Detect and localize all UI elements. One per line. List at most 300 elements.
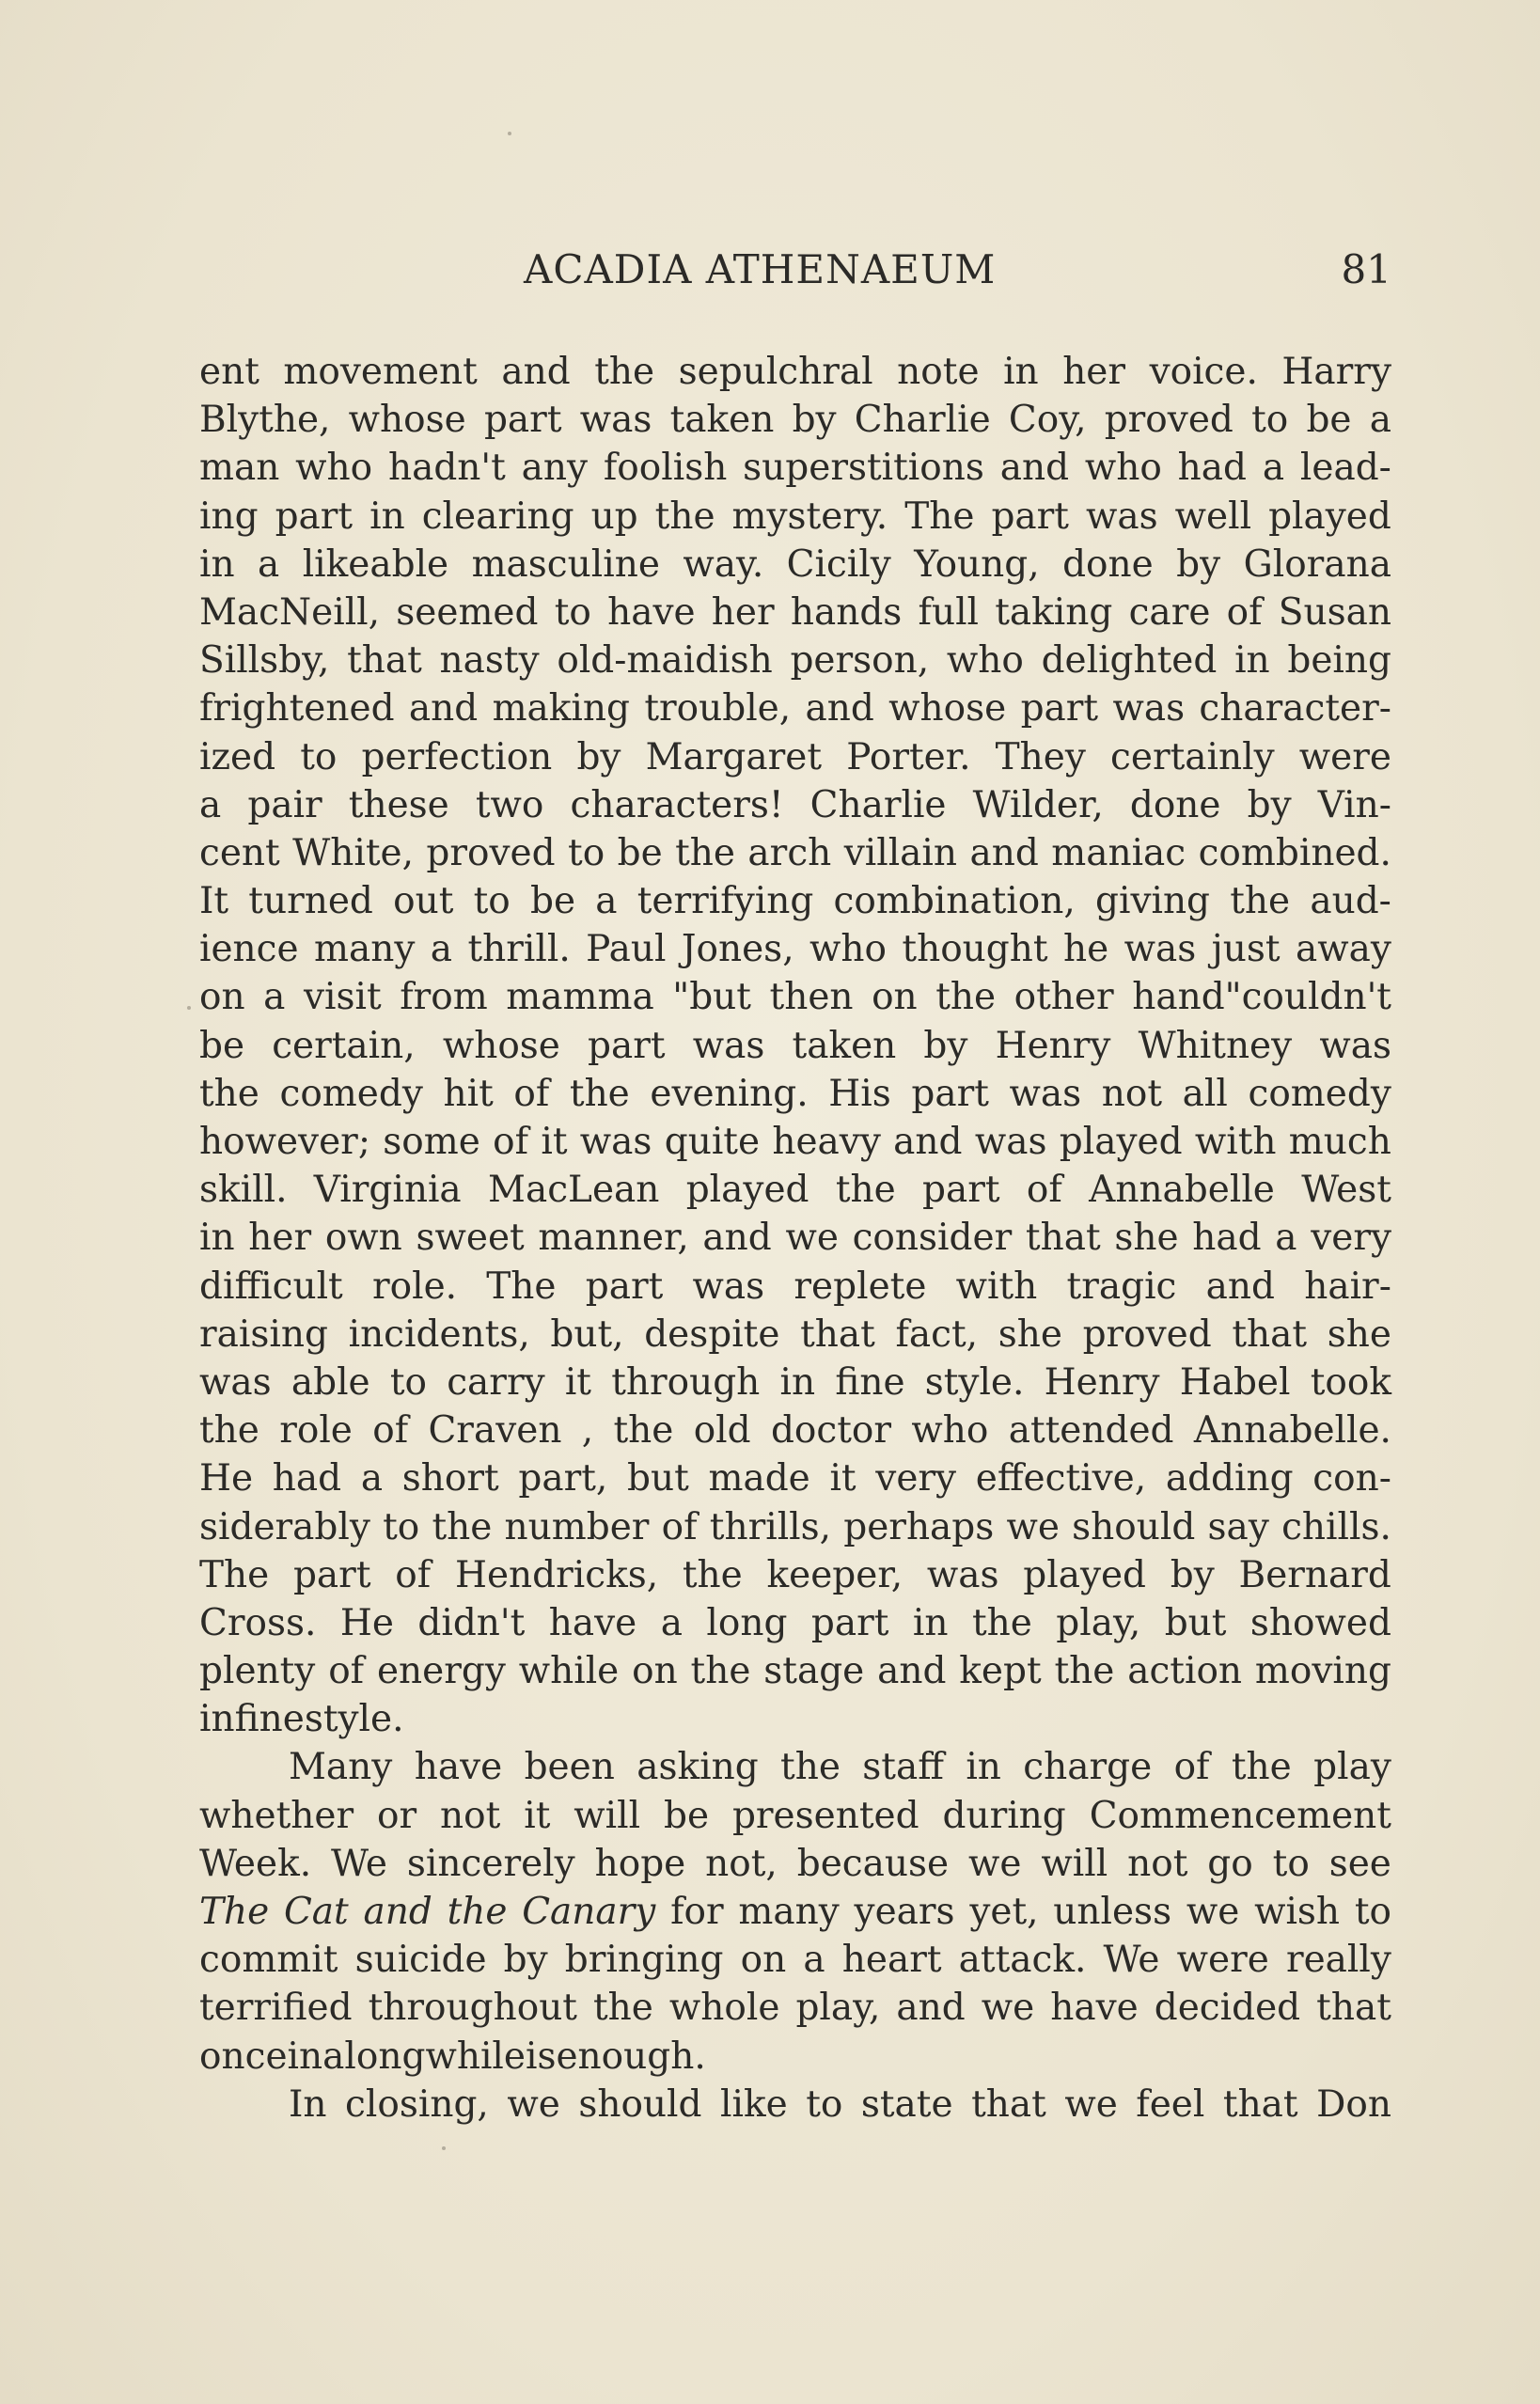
word: trouble, [644,687,792,731]
text-line [199,493,1391,541]
word: Charlie [809,783,947,826]
word: bringing [564,1939,724,1982]
word: the [780,1746,841,1789]
word: He [339,1601,394,1644]
word: lead- [1299,447,1391,490]
word: we [785,1217,839,1260]
word: to [300,735,338,778]
word: Whitney [1138,1024,1293,1067]
word: like [720,2082,788,2126]
word: was [1124,928,1197,971]
word: a [430,928,453,971]
word: took [1310,1360,1391,1404]
word: part [810,1601,889,1644]
text-line [199,684,1391,732]
word: was [579,1121,652,1163]
word: on [872,976,918,1019]
word: then [769,976,854,1019]
word: The [904,495,975,538]
word: who [295,447,373,490]
word: voice. [1149,351,1258,393]
word: all [1182,1072,1228,1115]
word: asking [636,1746,759,1789]
word: visit [303,976,382,1019]
word: of [1173,1746,1210,1789]
word: the [690,1650,751,1693]
word: a [803,1939,825,1982]
text-line [199,1311,1391,1359]
word: by [576,735,621,778]
word: short [401,1457,499,1501]
word: heavy [772,1121,881,1163]
word: whose [888,687,1007,731]
header-title: ACADIA ATHENAEUM [524,246,997,292]
word: by [792,399,837,442]
word: very [1311,1217,1391,1260]
word: feel [1136,2082,1205,2126]
text-line [199,1263,1391,1311]
word: was [1085,495,1158,538]
word: that [800,1312,875,1356]
word: just [1211,928,1281,971]
text-line [199,2081,1391,2129]
word: making [492,687,630,731]
word: should [1072,1505,1196,1548]
word: of [395,1553,432,1596]
word: some [383,1121,480,1163]
word: The [486,1265,557,1308]
word: Porter. [846,735,971,778]
word: while [518,1650,620,1693]
word: Sillsby, [199,639,330,683]
word: We [331,1842,388,1885]
word: we [968,1842,1022,1885]
word: made [708,1457,810,1501]
word: attended [1008,1409,1174,1453]
word: Virginia [313,1169,462,1212]
word: really [1285,1939,1391,1982]
word: Don [1316,2082,1391,2126]
word: wish [1254,1891,1341,1933]
word: and [893,1121,963,1163]
word: hand"couldn't [1132,976,1391,1019]
word: part [483,399,562,442]
word: was [199,1360,272,1404]
word: the [432,1505,493,1548]
word: of [328,1650,365,1693]
word: We [1103,1939,1160,1982]
word: arch [747,831,832,874]
text-line [199,1359,1391,1406]
word: certain, [272,1024,416,1067]
word: had [1192,1217,1262,1260]
word: a [258,542,280,586]
word: ing [199,495,259,538]
word: it [541,1121,568,1163]
word: have [414,1746,503,1789]
word: Paul [586,928,667,971]
word: number [504,1505,650,1548]
word: part [292,1553,371,1596]
word: in [199,542,235,586]
word: care [1128,590,1211,634]
word: of [1226,590,1263,634]
word: much [1288,1121,1391,1163]
text-line [199,1551,1391,1599]
word: who [1084,447,1162,490]
text-line [199,589,1391,636]
word: quite [664,1121,761,1163]
word: con- [1312,1457,1391,1501]
word: two [475,783,544,826]
word: the [199,1072,259,1115]
word: part [991,495,1069,538]
word: Annabelle. [1193,1409,1391,1453]
word: old [693,1409,751,1453]
word: part [922,1169,1000,1212]
word: we [1186,1891,1240,1933]
word: have [1050,1987,1139,2030]
word: were [1298,735,1391,778]
word: the [675,831,735,874]
text-line [199,1166,1391,1214]
word: man [199,447,280,490]
word: had [1177,447,1248,490]
word: fine [234,1698,305,1741]
word: ent [199,351,259,393]
word: to [1272,1842,1310,1885]
word: whose [442,1024,560,1067]
word: and [805,687,874,731]
word: we [1006,1505,1060,1548]
word: action [1127,1650,1243,1693]
word: own [324,1217,402,1260]
word: a [1275,1217,1297,1260]
word: we [507,2082,560,2126]
word: and [999,447,1070,490]
word: part [1020,687,1099,731]
word: frightened [199,687,395,731]
word: thrill. [467,928,571,971]
word: the [593,1987,653,2030]
word: proved [1082,1312,1212,1356]
word: the [654,495,715,538]
text-line [199,877,1391,925]
word: the [1230,880,1291,923]
word: comedy [1248,1072,1391,1115]
word: characters! [570,783,784,826]
word: done [1129,783,1221,826]
word: mystery. [731,495,888,538]
word: the [594,351,655,393]
word: yet, [969,1891,1039,1933]
word: part, [518,1457,608,1501]
word: to [1251,399,1289,442]
word: the [935,976,997,1019]
word: a [199,783,222,826]
word: didn't [417,1601,526,1644]
word: heart [841,1939,942,1982]
word: person, [790,639,930,683]
text-line [199,1936,1391,1984]
word: she [998,1312,1062,1356]
word: play, [1056,1601,1141,1644]
word: The [199,1891,270,1933]
word: delighted [1041,639,1218,683]
word: sepulchral [678,351,873,393]
word: we [981,1987,1035,2030]
word: was [692,1024,765,1067]
word: manner, [538,1217,689,1260]
text-line [199,1070,1391,1118]
word: ized [199,735,276,778]
word: that [971,2082,1046,2126]
word: mamma [506,976,654,1019]
word: because [796,1842,950,1885]
word: Hendricks, [454,1553,659,1596]
word: Young, [914,542,1040,586]
word: with [1194,1121,1277,1163]
word: have [607,590,696,634]
word: not, [705,1842,778,1885]
word: decided [1154,1987,1301,2030]
word: sweet [416,1217,525,1260]
word: and [1205,1265,1275,1308]
word: hope [594,1842,686,1885]
word: by [503,1939,548,1982]
word: and [896,1987,966,2030]
word: attack. [958,1939,1087,1982]
word: keeper, [766,1553,904,1596]
word: It [199,880,229,923]
word: state [860,2082,953,2126]
word: and [363,1891,432,1933]
word: skill. [199,1169,288,1212]
word: energy [376,1650,506,1693]
word: played [685,1169,809,1212]
text-line [199,973,1391,1021]
text-line [199,396,1391,444]
word: tragic [1066,1265,1177,1308]
word: plenty [199,1650,316,1693]
word: in [912,1601,949,1644]
word: during [942,1794,1066,1837]
word: whose [348,399,466,442]
word: kept [959,1650,1042,1693]
word: was [1009,1072,1082,1115]
text-line [199,733,1391,781]
word: suicide [354,1939,487,1982]
word: many [314,928,416,971]
word: of [661,1505,698,1548]
word: see [1328,1842,1391,1885]
word: not [1101,1072,1163,1115]
word: note [897,351,980,393]
word: will [1041,1842,1108,1885]
word: Glorana [1243,542,1391,586]
text-line [199,1743,1391,1791]
word: whole [668,1987,780,2030]
word: not [1127,1842,1188,1885]
word: throughout [368,1987,577,2030]
word: consider [852,1217,1013,1260]
text-line [199,1599,1391,1647]
word: many [738,1891,840,1933]
word: maniac [1051,831,1186,874]
word: closing, [345,2082,489,2126]
word: that [1222,2082,1298,2126]
word: she [1327,1312,1391,1356]
word: likeable [302,542,449,586]
word: charge [1023,1746,1153,1789]
word: not [440,1794,501,1837]
word: aud- [1310,880,1391,923]
text-line [199,2033,1391,2081]
word: Henry [1044,1360,1160,1404]
word: of [493,1121,529,1163]
word: it [564,1360,591,1404]
word: combined. [1198,831,1391,874]
word: Blythe, [199,399,331,442]
word: pair [247,783,322,826]
word: in [966,1746,1001,1789]
word: Jones, [681,928,794,971]
word: taken [792,1024,897,1067]
word: who [911,1409,989,1453]
word: in [287,2035,323,2078]
word: once [199,2035,288,2078]
word: doctor [770,1409,892,1453]
word: MacNeill, [199,590,381,634]
word: cent [199,831,280,874]
text-line [199,1984,1391,2032]
word: that [1316,1987,1391,2030]
word: we [1064,2082,1118,2126]
word: Commencement [1089,1794,1391,1837]
word: in [369,495,405,538]
word: part [911,1072,989,1115]
word: effective, [975,1457,1147,1501]
word: Coy, [1008,399,1087,442]
word: the [835,1169,896,1212]
word: , [581,1409,594,1453]
word: able [291,1360,370,1404]
word: on [632,1650,678,1693]
word: masculine [471,542,660,586]
word: thought [902,928,1048,971]
word: presented [731,1794,919,1837]
text-line [199,829,1391,877]
word: to [1354,1891,1391,1933]
text-line [199,348,1391,396]
word: was [1319,1024,1391,1067]
word: the [1054,1650,1115,1693]
word: other [1014,976,1114,1019]
word: moving [1254,1650,1391,1693]
word: by [1170,1553,1215,1596]
word: a [595,880,618,923]
word: old-maidish [557,639,773,683]
word: proved [1104,399,1234,442]
word: on [199,976,245,1019]
word: the [613,1409,674,1453]
word: to [383,1505,420,1548]
word: be [530,880,576,923]
word: sincerely [406,1842,575,1885]
word: on [740,1939,787,1982]
word: taken [669,399,775,442]
word: fine [835,1360,905,1404]
word: a [360,1457,384,1501]
word: who [809,928,887,971]
word: in [1234,639,1270,683]
word: turned [248,880,373,923]
text-line [199,1454,1391,1502]
word: it [524,1794,551,1837]
word: Wilder, [972,783,1104,826]
word: in [199,1217,235,1260]
word: role [279,1409,353,1453]
word: that [1232,1312,1308,1356]
word: very [875,1457,957,1501]
word: while [425,2035,526,2078]
word: He [199,1457,254,1501]
word: Canary [522,1891,656,1933]
text-line [199,1118,1391,1166]
word: a [1369,399,1391,442]
word: combination, [833,880,1076,923]
word: terrifying [636,880,814,923]
word: role. [371,1265,458,1308]
word: been [524,1746,615,1789]
word: difficult [199,1265,343,1308]
word: hadn't [387,447,506,490]
word: showed [1249,1601,1391,1644]
word: was [579,399,652,442]
word: Cat [283,1891,349,1933]
text-line [199,1647,1391,1695]
word: "but [672,976,751,1019]
word: her [1062,351,1126,393]
word: by [923,1024,968,1067]
word: that [1025,1217,1101,1260]
word: perhaps [843,1505,995,1548]
text-line [199,925,1391,973]
word: West [1301,1169,1391,1212]
word: or [377,1794,417,1837]
word: thrills, [709,1505,832,1548]
paper-speck [187,1006,191,1010]
word: played [1023,1553,1147,1596]
word: Cicily [786,542,891,586]
word: away [1295,928,1391,971]
word: evening. [650,1072,809,1115]
word: done [1062,542,1154,586]
word: superstitions [743,447,984,490]
word: enough. [556,2035,706,2078]
word: giving [1095,880,1211,923]
word: the [199,1409,259,1453]
word: was [974,1121,1047,1163]
word: the [971,1601,1032,1644]
word: to [806,2082,843,2126]
word: part [585,1265,664,1308]
word: to [568,831,605,874]
word: style. [304,1698,404,1741]
word: ience [199,928,299,971]
word: and [408,687,479,731]
word: The [199,1553,270,1596]
